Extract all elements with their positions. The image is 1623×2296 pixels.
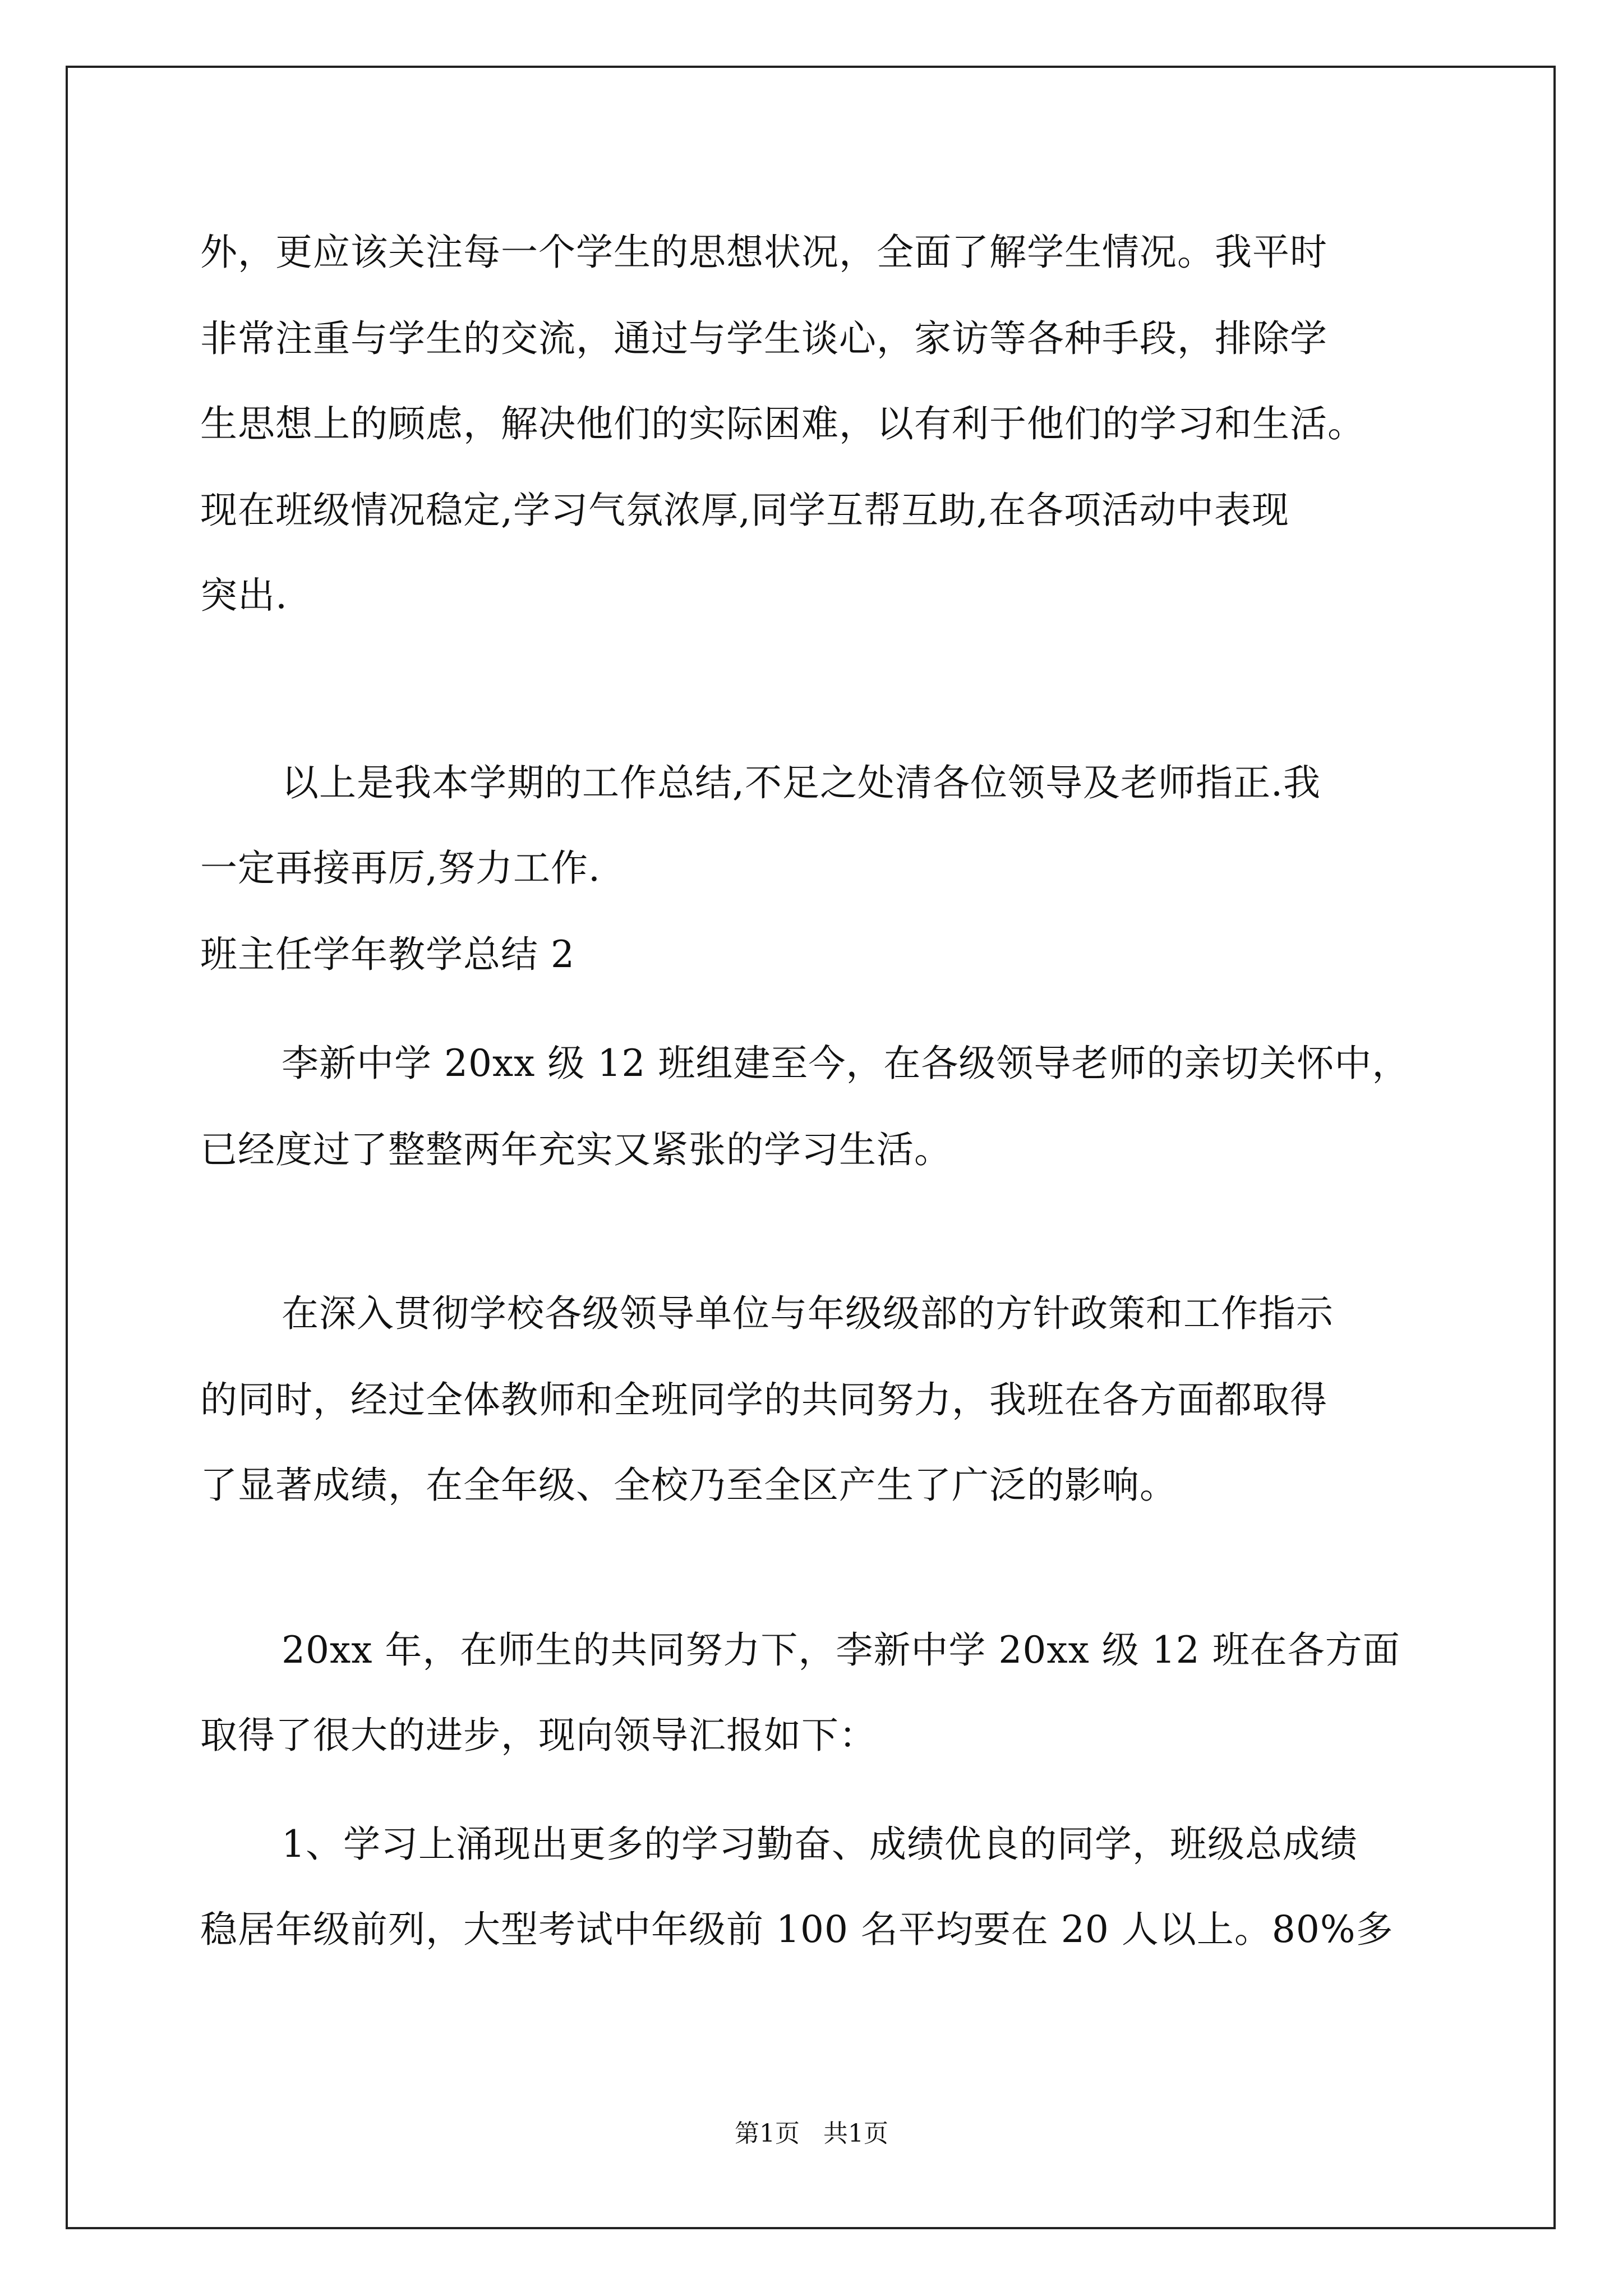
- text-line: 已经度过了整整两年充实又紧张的学习生活。: [200, 1128, 952, 1171]
- text-line: 一定再接再厉,努力工作.: [200, 846, 601, 890]
- text-line: 1、学习上涌现出更多的学习勤奋、成绩优良的同学，班级总成绩: [282, 1823, 1358, 1866]
- text-line: 突出.: [200, 574, 288, 617]
- text-line: 外，更应该关注每一个学生的思想状况，全面了解学生情况。我平时: [200, 231, 1327, 274]
- text-line: 现在班级情况稳定,学习气氛浓厚,同学互帮互助,在各项活动中表现: [200, 489, 1289, 532]
- text-line: 以上是我本学期的工作总结,不足之处清各位领导及老师指正.我: [282, 761, 1321, 804]
- text-line: 稳居年级前列，大型考试中年级前 100 名平均要在 20 人以上。80%多: [200, 1908, 1394, 1951]
- page-indicator: 第1页 共1页: [735, 2119, 888, 2148]
- text-line: 取得了很大的进步，现向领导汇报如下：: [200, 1714, 877, 1757]
- text-line: 非常注重与学生的交流，通过与学生谈心，家访等各种手段，排除学: [200, 317, 1327, 360]
- text-line: 生思想上的顾虑，解决他们的实际困难，以有利于他们的学习和生活。: [200, 402, 1365, 445]
- text-line: 了显著成绩，在全年级、全校乃至全区产生了广泛的影响。: [200, 1464, 1177, 1507]
- section-heading: 班主任学年教学总结 2: [200, 933, 575, 976]
- text-line: 20xx 年，在师生的共同努力下，李新中学 20xx 级 12 班在各方面: [282, 1628, 1400, 1672]
- text-line: 李新中学 20xx 级 12 班组建至今，在各级领导老师的亲切关怀中，: [282, 1042, 1410, 1085]
- text-line: 在深入贯彻学校各级领导单位与年级级部的方针政策和工作指示: [282, 1292, 1334, 1335]
- text-line: 的同时，经过全体教师和全班同学的共同努力，我班在各方面都取得: [200, 1378, 1327, 1421]
